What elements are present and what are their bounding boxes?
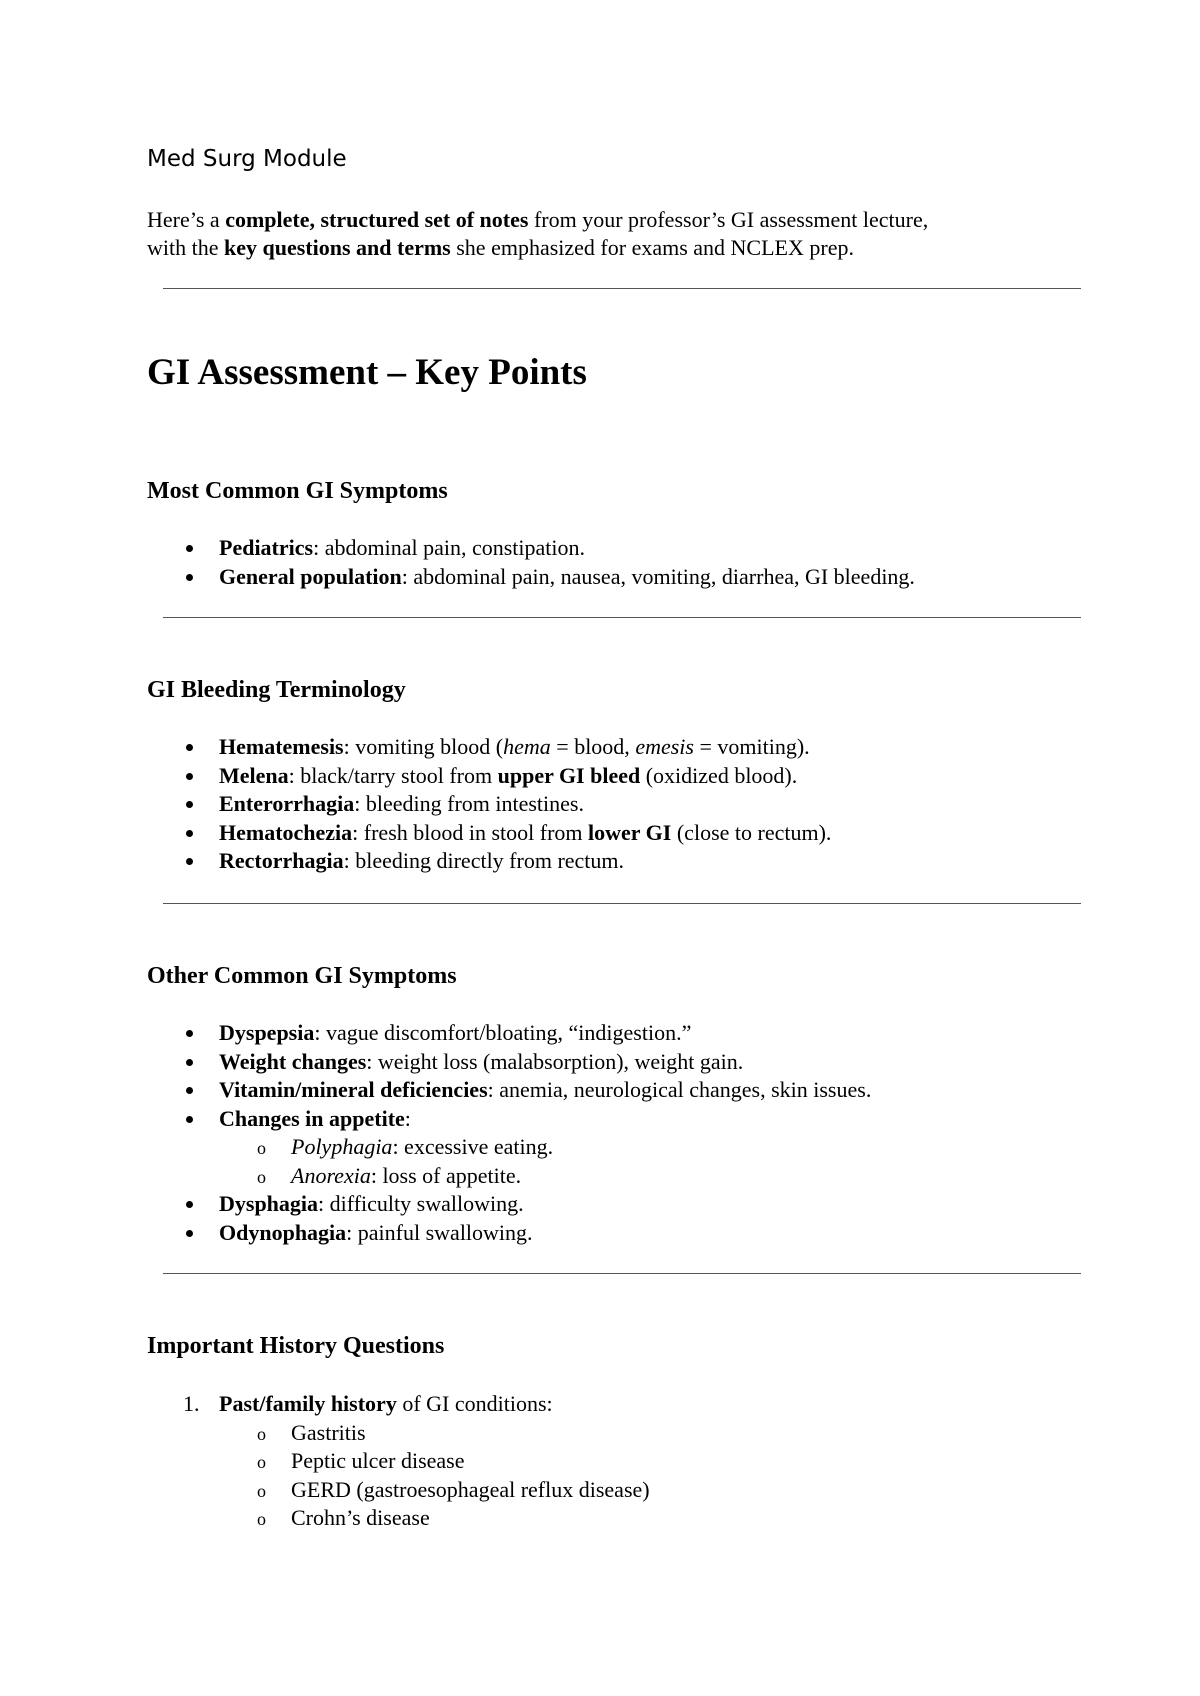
sub-list <box>219 1419 650 1533</box>
term: Changes in appetite <box>219 1105 405 1131</box>
intro-paragraph <box>147 206 1087 262</box>
definition: : bleeding directly from rectum. <box>343 848 625 873</box>
intro-text: Here’s a <box>147 207 226 232</box>
list-item <box>147 819 831 848</box>
main-heading: GI Assessment – Key Points <box>147 352 587 393</box>
definition-bold: upper GI bleed <box>497 762 641 788</box>
sub-bullet-icon: o <box>257 1138 266 1158</box>
condition: Peptic ulcer disease <box>291 1448 465 1473</box>
term: Odynophagia <box>219 1219 347 1245</box>
section-divider <box>163 288 1081 289</box>
other-symptoms-list <box>147 1019 871 1247</box>
definition: : abdominal pain, nausea, vomiting, diarrhea, GI bleeding. <box>401 563 915 589</box>
sub-list-item <box>219 1133 871 1162</box>
bleeding-list <box>147 733 831 876</box>
sub-bullet-icon: o <box>257 1509 266 1529</box>
most-common-list <box>147 534 915 591</box>
list-item <box>147 1048 871 1077</box>
term: Past/family history <box>219 1391 397 1416</box>
list-item <box>147 733 831 762</box>
document-title: Med Surg Module <box>147 146 347 172</box>
definition: : <box>404 1105 411 1131</box>
definition: : loss of appetite. <box>370 1162 522 1188</box>
definition: : bleeding from intestines. <box>354 791 584 816</box>
list-number: 1. <box>183 1391 200 1416</box>
intro-emphasis: complete, structured set of notes <box>225 207 529 232</box>
definition: : black/tarry stool from <box>288 762 498 788</box>
list-item <box>147 1219 871 1248</box>
sub-list-item <box>219 1504 650 1533</box>
section-divider <box>163 903 1081 904</box>
term: Enterorrhagia <box>219 791 355 816</box>
section-heading-most-common: Most Common GI Symptoms <box>147 478 448 504</box>
sub-list-item <box>219 1162 871 1191</box>
list-item <box>147 1390 650 1533</box>
section-heading-other: Other Common GI Symptoms <box>147 963 457 989</box>
intro-text: with the <box>147 235 224 260</box>
term: Dysphagia <box>219 1191 319 1216</box>
sub-bullet-icon: o <box>257 1166 266 1187</box>
term: General population <box>219 563 402 589</box>
sub-bullet-icon: o <box>257 1452 266 1472</box>
definition-italic: emesis <box>635 734 694 759</box>
intro-text: from your professor’s GI assessment lecture, <box>528 207 929 232</box>
term: Melena <box>219 762 289 788</box>
sub-bullet-icon: o <box>257 1480 266 1501</box>
term: Vitamin/mineral deficiencies <box>219 1077 488 1102</box>
definition-bold: lower GI <box>588 819 672 845</box>
term: Dyspepsia <box>219 1020 315 1045</box>
definition: : weight loss (malabsorption), weight gain. <box>366 1048 744 1074</box>
list-item <box>147 790 831 819</box>
list-item <box>147 1105 871 1191</box>
term: Hematemesis <box>219 734 344 759</box>
condition: GERD (gastroesophageal reflux disease) <box>291 1476 650 1502</box>
definition: = blood, <box>550 734 636 759</box>
condition: Crohn’s disease <box>291 1505 430 1530</box>
definition: = vomiting). <box>693 734 810 759</box>
definition: : difficulty swallowing. <box>318 1191 524 1216</box>
term-italic: Polyphagia <box>291 1134 393 1159</box>
definition: : vague discomfort/bloating, “indigestion.” <box>314 1020 692 1045</box>
definition: of GI conditions: <box>396 1391 553 1416</box>
definition: : excessive eating. <box>392 1134 554 1159</box>
list-item <box>147 1076 871 1105</box>
sub-list <box>219 1133 871 1190</box>
term: Hematochezia <box>219 819 353 845</box>
history-list <box>147 1390 650 1533</box>
list-item <box>147 563 915 592</box>
definition: : vomiting blood ( <box>343 734 504 759</box>
intro-emphasis: key questions and terms <box>224 235 451 260</box>
sub-list-item <box>219 1419 650 1448</box>
definition: : painful swallowing. <box>346 1219 533 1245</box>
term: Pediatrics <box>219 535 314 560</box>
list-item <box>147 847 831 876</box>
sub-bullet-icon: o <box>257 1423 266 1444</box>
section-heading-history: Important History Questions <box>147 1333 445 1359</box>
list-item <box>147 534 915 563</box>
list-item <box>147 1019 871 1048</box>
section-divider <box>163 1273 1081 1274</box>
sub-list-item <box>219 1476 650 1505</box>
intro-text: she emphasized for exams and NCLEX prep. <box>450 235 854 260</box>
list-item <box>147 762 831 791</box>
list-item <box>147 1190 871 1219</box>
definition: : abdominal pain, constipation. <box>313 535 585 560</box>
definition-italic: hema <box>503 734 551 759</box>
term-italic: Anorexia <box>291 1162 371 1188</box>
definition: : fresh blood in stool from <box>352 819 589 845</box>
term: Weight changes <box>219 1048 367 1074</box>
section-heading-bleeding: GI Bleeding Terminology <box>147 677 406 703</box>
term: Rectorrhagia <box>219 848 344 873</box>
sub-list-item <box>219 1447 650 1476</box>
section-divider <box>163 617 1081 618</box>
condition: Gastritis <box>291 1419 366 1445</box>
definition: (oxidized blood). <box>640 762 798 788</box>
definition: : anemia, neurological changes, skin issues. <box>487 1077 872 1102</box>
definition: (close to rectum). <box>671 819 832 845</box>
